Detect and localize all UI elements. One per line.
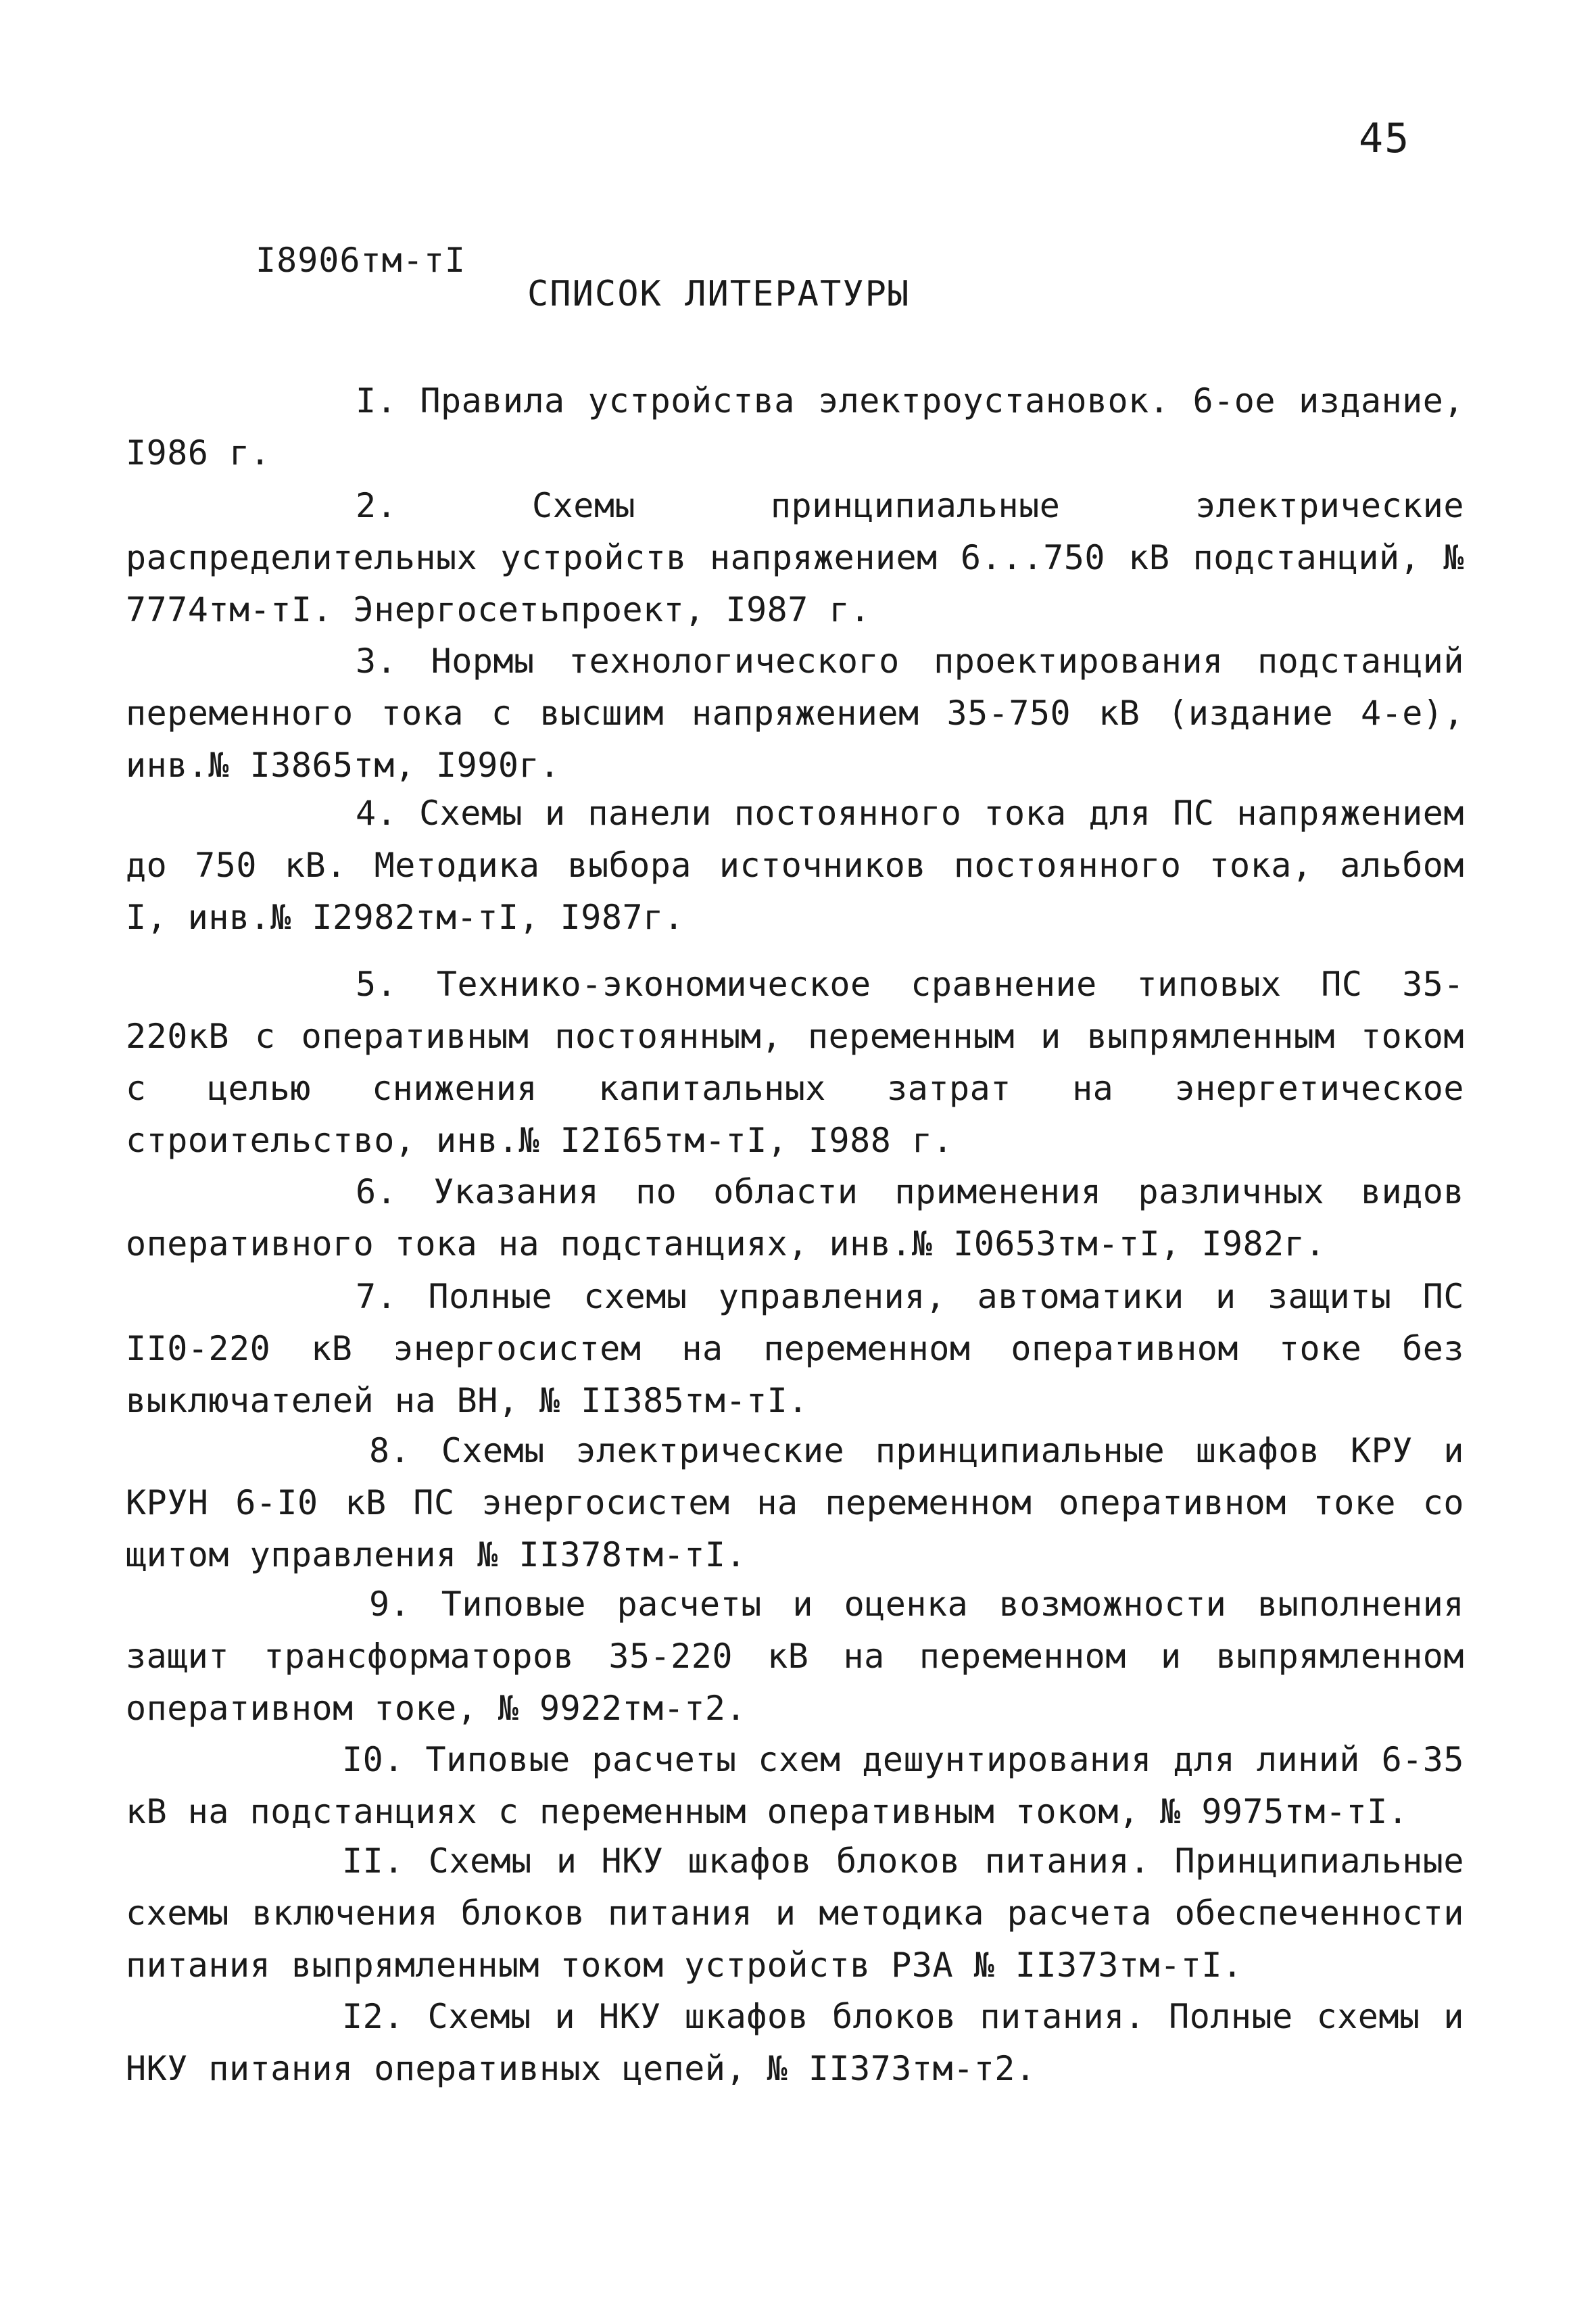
reference-number: I0. xyxy=(342,1740,404,1779)
reference-text: Схемы и НКУ шкафов блоков питания. Полные схемы и НКУ питания оперативных цепей, № II373тм-т2. xyxy=(126,1997,1465,2088)
reference-text: Полные схемы управления, автоматики и защиты ПС II0-220 кВ энергосистем на переменном оперативном токе без выключателей на ВН, № II385тм-тI. xyxy=(126,1277,1464,1420)
reference-text: Схемы и НКУ шкафов блоков питания. Принципиальные схемы включения блоков питания и методика расчета обеспеченности питания выпрямленным током устройств РЗА № II373тм-тI. xyxy=(126,1841,1464,1985)
reference-item-1 xyxy=(126,375,1464,479)
reference-number: II. xyxy=(342,1841,404,1881)
reference-item-12 xyxy=(126,1991,1464,2095)
reference-item-3 xyxy=(126,635,1464,792)
reference-text: Схемы принципиальные электрические распределительных устройств напряжением 6...750 кВ подстанций, № 7774тм-тI. Энергосетьпроект, I987 г. xyxy=(126,486,1464,629)
reference-item-4 xyxy=(126,788,1464,944)
document-code: I8906тм-тI xyxy=(256,241,466,280)
page-number: 45 xyxy=(1359,115,1411,162)
reference-text: Типовые расчеты схем дешунтирования для линий 6-35 кВ на подстанциях с переменным оперативным током, № 9975тм-тI. xyxy=(126,1740,1464,1831)
reference-number: 3. xyxy=(356,642,397,681)
reference-text: Технико-экономическое сравнение типовых ПС 35-220кВ с оперативным постоянным, переменным и выпрямленным током с целью снижения капитальных затрат на энергетическое строительство, инв.№ I2I65тм-тI, I988 г. xyxy=(126,965,1465,1160)
reference-number: 6. xyxy=(356,1172,397,1211)
reference-item-2 xyxy=(126,480,1464,636)
reference-item-10 xyxy=(126,1734,1464,1838)
reference-number: 7. xyxy=(356,1277,397,1316)
reference-number: 2. xyxy=(356,486,397,525)
reference-number: 5. xyxy=(356,965,397,1004)
reference-number: 8. xyxy=(369,1431,411,1470)
page-title: СПИСОК ЛИТЕРАТУРЫ xyxy=(527,274,911,314)
reference-number: 9. xyxy=(369,1585,411,1624)
reference-item-11 xyxy=(126,1835,1464,1992)
reference-number: 4. xyxy=(356,794,397,833)
reference-text: Типовые расчеты и оценка возможности выполнения защит трансформаторов 35-220 кВ на переменном и выпрямленном оперативном токе, № 9922тм-т2. xyxy=(126,1585,1464,1728)
reference-number: I. xyxy=(356,381,397,420)
reference-item-6 xyxy=(126,1166,1464,1270)
reference-text: Правила устройства электроустановок. 6-ое издание, I986 г. xyxy=(126,381,1464,473)
reference-text: Указания по области применения различных видов оперативного тока на подстанциях, инв.№ I0653тм-тI, I982г. xyxy=(126,1172,1464,1263)
reference-item-8 xyxy=(126,1425,1464,1581)
reference-number: I2. xyxy=(342,1997,404,2036)
reference-item-7 xyxy=(126,1271,1464,1427)
reference-item-9 xyxy=(126,1578,1464,1735)
reference-text: Схемы электрические принципиальные шкафов КРУ и КРУН 6-I0 кВ ПС энергосистем на переменном оперативном токе со щитом управления № II378тм-тI. xyxy=(126,1431,1464,1574)
reference-item-5 xyxy=(126,959,1464,1167)
reference-text: Схемы и панели постоянного тока для ПС напряжением до 750 кВ. Методика выбора источников постоянного тока, альбом I, инв.№ I2982тм-тI, I987г. xyxy=(126,794,1464,937)
reference-text: Нормы технологического проектирования подстанций переменного тока с высшим напряжением 35-750 кВ (издание 4-е), инв.№ I3865тм, I990г. xyxy=(126,642,1464,785)
